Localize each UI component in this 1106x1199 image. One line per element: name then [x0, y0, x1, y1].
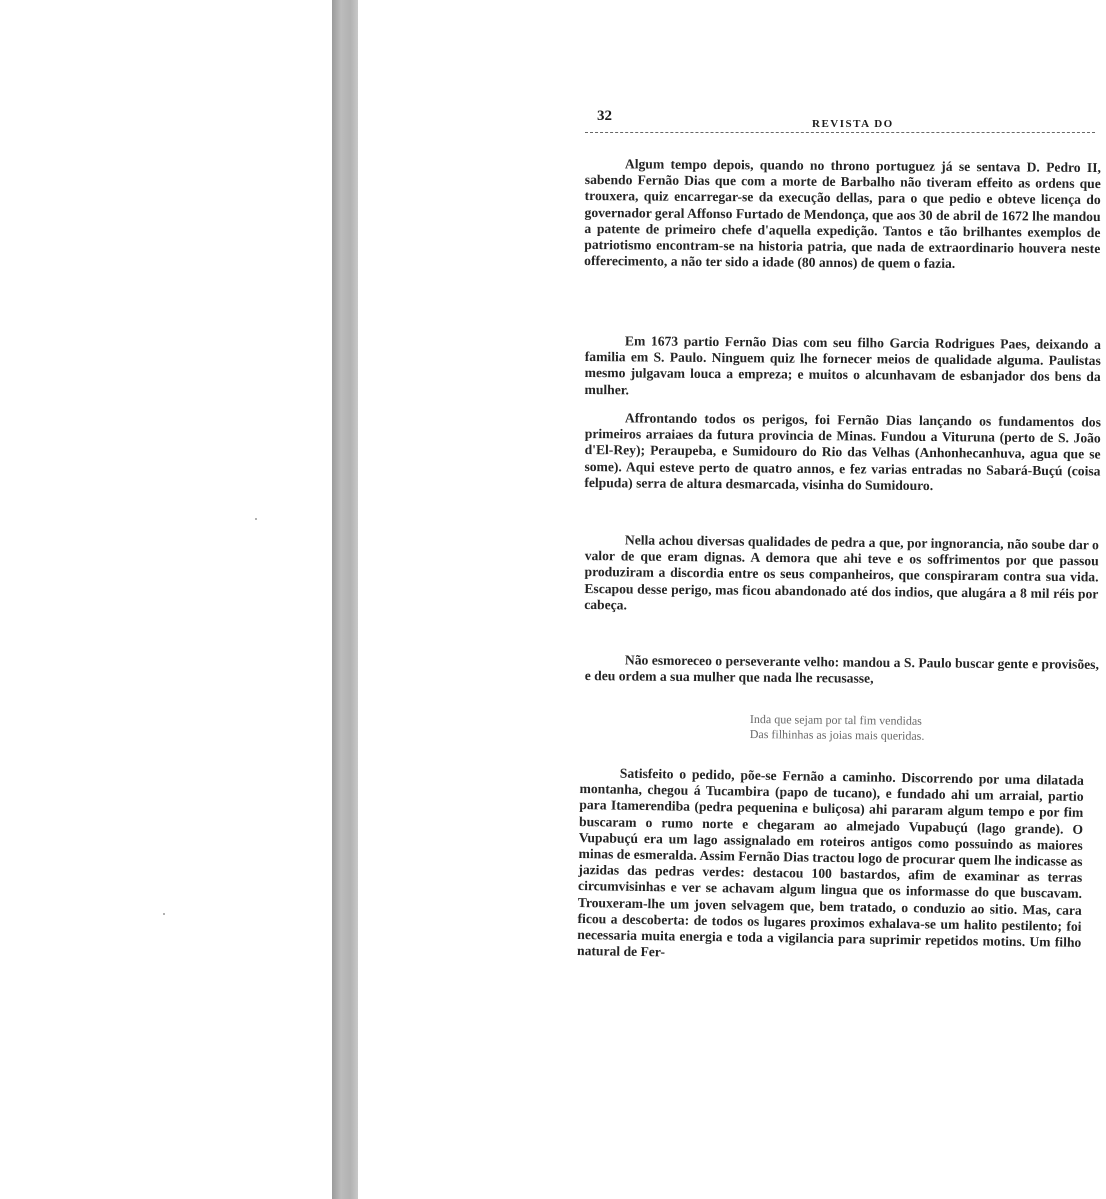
book-spine-gutter [332, 0, 358, 1199]
paragraph: Algum tempo depois, quando no throno portuguez já se sentava D. Pedro II, sabendo Fernão Dias que com a morte de Barbalho não tiveram effeito as ordens que trouxera, quiz encarregar-se da execução dellas, para o que pedio e obteve licença do governador geral Affonso Furtado de Mendonça, que aos 30 de abril de 1672 lhe mandou a patente de primeiro chefe d'aquella expedição. Tantos e tão brilhantes exemplos de patriotismo encontram-se na historia patria, que nada de extraordinario houvera neste offerecimento, a não ter sido a idade (80 annos) de quem o fazia. [584, 156, 1101, 272]
paragraph: Satisfeito o pedido, põe-se Fernão a caminho. Discorrendo por uma dilatada montanha, chegou á Tucambira (papo de tucano), e fundado ahi um arraial, partio para Itamerendiba (pedra pequenina e buliçosa) ahi pararam algum tempo e por fim buscaram o rumo norte e chegaram ao almejado Vupabuçú (lago grande). O Vupabuçú era um lago assignalado em roteiros antigos como possuindo as maiores minas de esmeralda. Assim Fernão Dias tractou logo de procurar quem lhe indicasse as jazidas das pedras verdes: destacou 100 bastardos, afim de examinar as terras circumvisinhas e ver se achavam algum lingua que os informasse do que buscavam. Trouxeram-lhe um joven selvagem que, bem tratado, o conduzio ao sitio. Mas, cara ficou a descoberta: de todos os lugares proximos exhalava-se um halito pestilento; foi necessaria muita energia e toda a vigilancia para suprimir repetidos motins. Um filho natural de Fer- [576, 765, 1084, 960]
verse-line: Das filhinhas as joias mais queridas. [749, 726, 925, 743]
verse-line: Inda que sejam por tal fim vendidas [749, 712, 922, 728]
page-number: 32 [597, 108, 612, 124]
scan-speck [255, 518, 257, 520]
paragraph: Não esmoreceo o perseverante velho: mandou a S. Paulo buscar gente e provisões, e deu ordem a sua mulher que nada lhe recusasse, [584, 652, 1099, 686]
paragraph: Em 1673 partio Fernão Dias com seu filho Garcia Rodrigues Paes, deixando a familia em S. Paulo. Ninguem quiz lhe fornecer meios de qualidade alguma. Paulistas mesmo julgavam louca a empreza; e muitos o alcunhavam de esbanjador dos bens da mulher. [584, 333, 1101, 397]
paragraph: Affrontando todos os perigos, foi Fernão Dias lançando os fundamentos dos primeiros arraiaes da futura provincia de Minas. Fundou a Vituruna (perto de S. João d'El-Rey); Peraupeba, e Sumidouro do Rio das Velhas (Anhonhecanhuva, agua que se some). Aqui esteve perto de quatro annos, e fez varias entradas no Sabará-Buçú (coisa felpuda) serra de altura desmarcada, visinha do Sumidouro. [584, 410, 1101, 493]
running-title: REVISTA DO [812, 118, 894, 130]
page-header [585, 108, 1095, 133]
paragraph: Nella achou diversas qualidades de pedra a que, por ingnorancia, não soube dar o valor de que eram dignas. A demora que ahi teve e os soffrimentos por que passou produziram a discordia entre os seus companheiros, que conspiraram contra sua vida. Escapou desse perigo, mas ficou abandonado até dos indios, que alugára a 8 mil réis por cabeça. [584, 532, 1099, 613]
scan-speck [163, 913, 165, 915]
verse-quote [750, 712, 1050, 745]
